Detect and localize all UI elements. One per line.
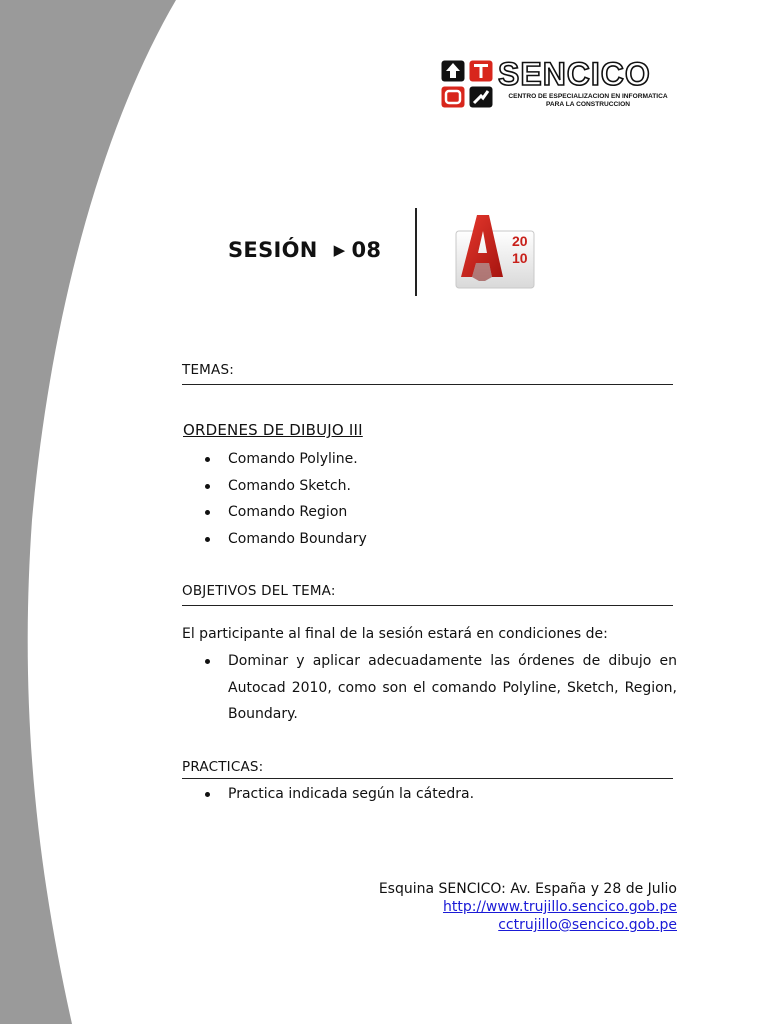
session-title: [228, 238, 381, 262]
temas-heading: TEMAS:: [182, 362, 673, 385]
list-item: Comando Sketch.: [205, 473, 367, 500]
footer-contact: [379, 880, 677, 934]
objetivos-list: [205, 648, 677, 728]
list-item: Practica indicada según la cátedra.: [205, 781, 474, 808]
practicas-list: [205, 781, 474, 808]
logo-square-icon: [469, 86, 493, 108]
autocad-2010-icon: [455, 213, 535, 289]
list-item: Comando Boundary: [205, 526, 367, 553]
caret-right-icon: ▶: [333, 241, 346, 259]
website-link[interactable]: http://www.trujillo.sencico.gob.pe: [443, 899, 677, 915]
vertical-divider: [415, 208, 417, 296]
practicas-heading: PRACTICAS:: [182, 759, 673, 779]
logo-square-icon: [441, 60, 465, 82]
sencico-logo: [441, 56, 681, 112]
footer-address: Esquina SENCICO: Av. España y 28 de Julio: [378, 881, 677, 897]
email-link[interactable]: cctrujillo@sencico.gob.pe: [498, 917, 677, 933]
logo-subtitle-line: CENTRO DE ESPECIALIZACION EN INFORMATICA: [508, 93, 668, 100]
session-number: 08: [351, 238, 382, 262]
objetivos-intro: El participante al final de la sesión estará en condiciones de:: [182, 626, 608, 642]
icon-year-bottom: 10: [512, 250, 528, 266]
logo-subtitle: [498, 93, 678, 109]
objetivos-heading: OBJETIVOS DEL TEMA:: [182, 583, 673, 606]
list-item: Comando Polyline.: [205, 446, 367, 473]
logo-square-icon: [441, 86, 465, 108]
logo-wordmark: SENCICO: [498, 56, 651, 92]
temas-subtitle: ORDENES DE DIBUJO III: [183, 421, 363, 439]
icon-year-top: 20: [512, 233, 528, 249]
list-item: Dominar y aplicar adecuadamente las órdenes de dibujo en Autocad 2010, como son el comando Polyline, Sketch, Region, Boundary.: [205, 648, 677, 728]
temas-list: [205, 446, 367, 552]
logo-square-icon: [469, 60, 493, 82]
list-item: Comando Region: [205, 499, 367, 526]
logo-subtitle-line: PARA LA CONSTRUCCION: [545, 101, 630, 108]
session-label: SESIÓN: [228, 238, 318, 262]
